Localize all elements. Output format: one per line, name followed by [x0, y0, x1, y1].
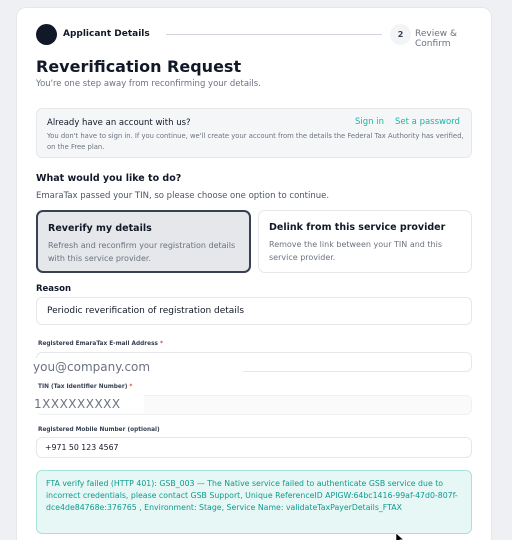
account-question: Already have an account with us? [47, 118, 191, 128]
tin-label-text: TIN (Tax Identifier Number) [38, 384, 128, 390]
page-title: Reverification Request [36, 57, 242, 76]
option-reverify-title: Reverify my details [48, 223, 152, 234]
option-delink-description: Remove the link between your TIN and this service provider. [269, 240, 443, 262]
step-1-indicator [36, 24, 57, 45]
account-info-box [36, 108, 472, 158]
page-subtitle: You're one step away from reconfirming your details. [36, 79, 261, 89]
error-alert: FTA verify failed (HTTP 401): GSB_003 — The Native service failed to authenticate GSB service due to incorrect credentials, please contact GSB Support, Unique ReferenceID APIGW:64bc1416-99af-47d0-807f-dce4de84768e:376765 , Environment: Stage, Service Name: validateTaxPayerDetails_FTAX [36, 470, 472, 534]
email-label [38, 341, 163, 347]
sign-in-link[interactable]: Sign in [355, 117, 384, 127]
set-password-link[interactable]: Set a password [395, 117, 460, 127]
option-delink-title: Delink from this service provider [269, 222, 446, 233]
tin-label [38, 384, 132, 390]
account-note: You don't have to sign in. If you continue, we'll create your account from the details the Federal Tax Authority has verified, on the Free plan. [47, 132, 464, 151]
option-reverify-description: Refresh and reconfirm your registration details with this service provider. [48, 241, 236, 263]
option-delink[interactable] [258, 210, 472, 273]
email-label-text: Registered EmaraTax E-mail Address [38, 341, 158, 347]
reason-label: Reason [36, 284, 71, 294]
reverification-card [16, 7, 492, 540]
mouse-cursor-icon [395, 532, 405, 540]
stepper-connector [166, 34, 382, 35]
tin-required-mark: * [129, 384, 133, 390]
email-required-mark: * [160, 341, 164, 347]
options-subtitle: EmaraTax passed your TIN, so please choose one option to continue. [36, 191, 330, 201]
options-title: What would you like to do? [36, 173, 182, 184]
step-2-indicator: 2 [390, 24, 411, 45]
stepper [36, 24, 476, 49]
email-placeholder[interactable]: you@company.com [33, 358, 243, 376]
step-1-label: Applicant Details [63, 29, 150, 39]
option-reverify[interactable] [36, 210, 251, 273]
mobile-field[interactable]: +971 50 123 4567 [36, 437, 472, 458]
step-2-label: Review & Confirm [415, 29, 457, 49]
reason-input[interactable]: Periodic reverification of registration details [36, 297, 472, 325]
mobile-label: Registered Mobile Number (optional) [38, 427, 160, 433]
tin-placeholder[interactable]: 1XXXXXXXXX [34, 395, 144, 413]
